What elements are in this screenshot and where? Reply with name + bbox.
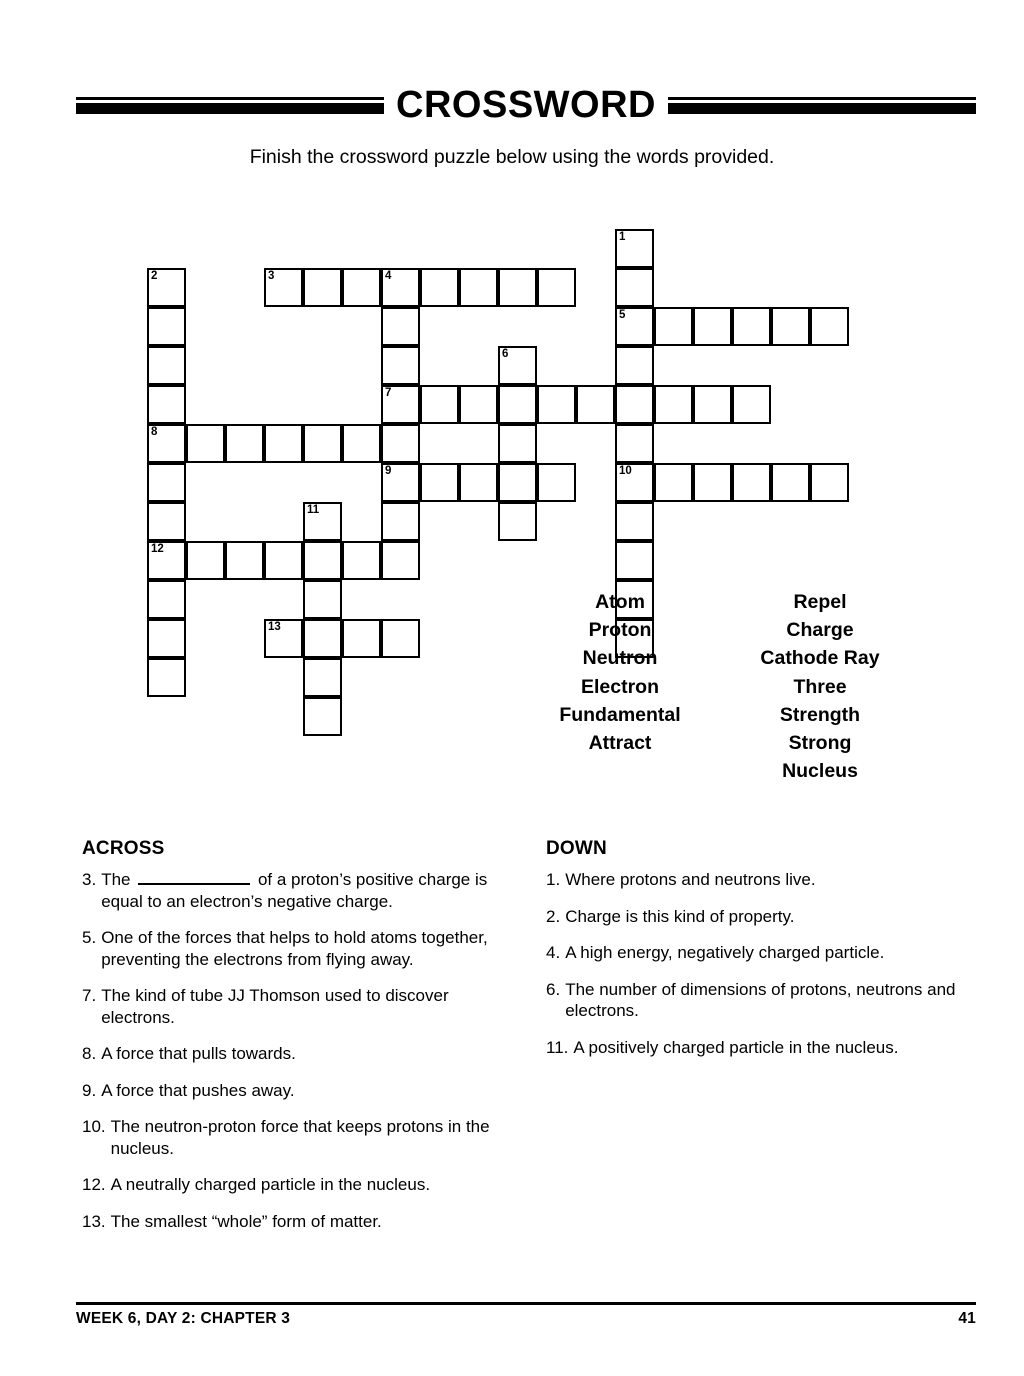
crossword-cell[interactable]	[459, 268, 498, 307]
crossword-cell[interactable]	[303, 619, 342, 658]
word-bank	[520, 588, 920, 785]
clue-text: A force that pushes away.	[101, 1080, 295, 1100]
cell-number-12: 12	[151, 543, 164, 555]
crossword-cell-start-6[interactable]	[498, 346, 537, 385]
crossword-cell[interactable]	[576, 385, 615, 424]
crossword-cell[interactable]	[381, 619, 420, 658]
crossword-cell[interactable]	[186, 541, 225, 580]
clue-number: 4.	[546, 943, 561, 962]
clue-text: A high energy, negatively charged particle.	[565, 943, 885, 962]
clue-number: 1.	[546, 870, 561, 889]
crossword-cell[interactable]	[420, 268, 459, 307]
clue-text: The kind of tube JJ Thomson used to discover electrons.	[101, 986, 449, 1027]
across-clues-column	[82, 838, 522, 1247]
clue-number: 8.	[82, 1044, 97, 1063]
crossword-cell[interactable]	[147, 307, 186, 346]
crossword-cell[interactable]	[342, 424, 381, 463]
clue-text: Charge is this kind of property.	[565, 906, 795, 926]
crossword-cell[interactable]	[498, 268, 537, 307]
clue-text: A neutrally charged particle in the nucleus.	[110, 1175, 431, 1194]
crossword-cell[interactable]	[264, 424, 303, 463]
clue-text-before-blank: The	[101, 870, 136, 889]
down-clue-6	[546, 979, 962, 1022]
crossword-cell[interactable]	[615, 346, 654, 385]
instructions-text: Finish the crossword puzzle below using the words provided.	[249, 146, 775, 168]
crossword-cell[interactable]	[342, 541, 381, 580]
down-clues-column	[522, 838, 962, 1247]
clue-number: 11.	[546, 1037, 569, 1057]
word-bank-item: Cathode Ray	[760, 647, 880, 670]
page-header	[76, 82, 976, 128]
cell-number-5: 5	[619, 309, 626, 321]
crossword-cell[interactable]	[147, 346, 186, 385]
crossword-cell[interactable]	[420, 463, 459, 502]
clue-number: 2.	[546, 906, 561, 926]
clue-text: A force that pulls towards.	[101, 1044, 296, 1063]
crossword-cell[interactable]	[303, 697, 342, 736]
across-clue-7	[82, 985, 522, 1028]
crossword-cell[interactable]	[459, 463, 498, 502]
crossword-cell[interactable]	[732, 307, 771, 346]
crossword-cell[interactable]	[225, 541, 264, 580]
crossword-cell[interactable]	[693, 307, 732, 346]
crossword-cell[interactable]	[498, 385, 537, 424]
crossword-cell[interactable]	[147, 385, 186, 424]
crossword-cell[interactable]	[264, 541, 303, 580]
clue-number: 13.	[82, 1211, 106, 1231]
crossword-cell[interactable]	[732, 463, 771, 502]
crossword-cell[interactable]	[498, 463, 537, 502]
crossword-cell-start-3[interactable]	[264, 268, 303, 307]
crossword-cell-start-1[interactable]	[615, 229, 654, 268]
crossword-cell[interactable]	[381, 346, 420, 385]
down-clue-4	[546, 942, 962, 964]
crossword-cell[interactable]	[654, 463, 693, 502]
word-bank-item: Neutron	[582, 647, 658, 670]
crossword-cell-start-9[interactable]	[381, 463, 420, 502]
crossword-cell-start-4[interactable]	[381, 268, 420, 307]
clue-text	[101, 869, 522, 912]
crossword-cell[interactable]	[537, 268, 576, 307]
clue-text: The smallest “whole” form of matter.	[110, 1211, 382, 1231]
across-clue-9	[82, 1080, 522, 1102]
word-bank-item: Repel	[793, 591, 847, 613]
crossword-cell[interactable]	[420, 385, 459, 424]
word-bank-item: Atom	[595, 591, 645, 613]
crossword-cell[interactable]	[615, 502, 654, 541]
crossword-cell[interactable]	[615, 424, 654, 463]
across-clue-12	[82, 1174, 522, 1196]
down-clue-2	[546, 906, 962, 928]
down-clue-11	[546, 1037, 962, 1059]
crossword-cell[interactable]	[537, 385, 576, 424]
crossword-cell-start-7[interactable]	[381, 385, 420, 424]
crossword-cell[interactable]	[147, 658, 186, 697]
crossword-cell[interactable]	[537, 463, 576, 502]
crossword-cell[interactable]	[303, 424, 342, 463]
page-footer	[76, 1310, 976, 1328]
crossword-cell[interactable]	[186, 424, 225, 463]
crossword-cell[interactable]	[342, 268, 381, 307]
crossword-cell[interactable]	[771, 307, 810, 346]
cell-number-11: 11	[307, 504, 320, 516]
across-clue-13	[82, 1211, 522, 1233]
crossword-cell[interactable]	[615, 268, 654, 307]
crossword-cell[interactable]	[615, 385, 654, 424]
cell-number-1: 1	[619, 231, 626, 243]
crossword-cell[interactable]	[810, 307, 849, 346]
crossword-cell[interactable]	[693, 385, 732, 424]
across-clue-3	[82, 869, 522, 912]
down-clue-1	[546, 869, 962, 891]
clue-number: 6.	[546, 979, 561, 999]
crossword-cell[interactable]	[342, 619, 381, 658]
cell-number-6: 6	[502, 348, 509, 360]
across-clue-10	[82, 1116, 522, 1159]
across-heading: ACROSS	[82, 838, 165, 859]
crossword-cell[interactable]	[147, 580, 186, 619]
word-bank-item: Nucleus	[782, 760, 858, 783]
crossword-cell[interactable]	[771, 463, 810, 502]
crossword-cell[interactable]	[303, 268, 342, 307]
footer-label: WEEK 6, DAY 2: CHAPTER 3	[76, 1310, 291, 1327]
crossword-cell-start-12[interactable]	[147, 541, 186, 580]
clue-text: Where protons and neutrons live.	[565, 870, 816, 889]
clue-text: The neutron-proton force that keeps protons in the nucleus.	[110, 1117, 490, 1158]
word-bank-item: Strength	[779, 703, 861, 726]
cell-number-7: 7	[385, 387, 392, 399]
crossword-cell[interactable]	[225, 424, 264, 463]
clue-text-after-blank: of a proton’s positive charge is equal to an electron’s negative charge.	[101, 870, 488, 911]
crossword-cell-start-13[interactable]	[264, 619, 303, 658]
crossword-cell[interactable]	[459, 385, 498, 424]
crossword-cell[interactable]	[303, 580, 342, 619]
header-rule-left-thick	[76, 103, 384, 114]
crossword-cell-start-10[interactable]	[615, 463, 654, 502]
word-bank-column-right	[720, 588, 920, 785]
clue-number: 9.	[82, 1080, 97, 1100]
crossword-cell[interactable]	[498, 502, 537, 541]
clue-number: 12.	[82, 1175, 106, 1194]
header-rule-right-thick	[668, 103, 976, 114]
clue-text: One of the forces that helps to hold atoms together, preventing the electrons from flying away.	[101, 928, 488, 969]
crossword-cell[interactable]	[381, 424, 420, 463]
crossword-cell[interactable]	[615, 541, 654, 580]
crossword-cell-start-11[interactable]	[303, 502, 342, 541]
word-bank-item: Attract	[588, 732, 652, 755]
down-clue-list	[546, 869, 962, 1058]
across-clue-list	[82, 869, 522, 1232]
page-title: CROSSWORD	[396, 84, 656, 126]
clue-number: 5.	[82, 928, 97, 947]
answer-blank-line[interactable]	[138, 870, 250, 885]
crossword-cell[interactable]	[147, 502, 186, 541]
cell-number-13: 13	[268, 621, 281, 633]
crossword-cell[interactable]	[381, 541, 420, 580]
crossword-cell[interactable]	[654, 307, 693, 346]
word-bank-item: Fundamental	[559, 703, 681, 726]
page-number: 41	[958, 1310, 976, 1327]
clue-text: A positively charged particle in the nucleus.	[573, 1037, 899, 1057]
crossword-cell[interactable]	[732, 385, 771, 424]
crossword-cell[interactable]	[303, 658, 342, 697]
word-bank-item: Proton	[588, 619, 652, 642]
header-rule-right	[668, 97, 976, 114]
clue-text: The number of dimensions of protons, neutrons and electrons.	[565, 979, 956, 1020]
word-bank-item: Charge	[786, 619, 854, 642]
header-rule-left	[76, 97, 384, 114]
header-rule-right-thin	[668, 97, 976, 100]
word-bank-item: Strong	[788, 732, 852, 755]
crossword-cell[interactable]	[693, 463, 732, 502]
crossword-cell[interactable]	[654, 385, 693, 424]
clue-number: 3.	[82, 870, 97, 889]
crossword-cell[interactable]	[303, 541, 342, 580]
crossword-cell[interactable]	[147, 619, 186, 658]
clue-number: 7.	[82, 986, 97, 1005]
crossword-cell[interactable]	[381, 502, 420, 541]
header-rule-left-thin	[76, 97, 384, 100]
across-clue-8	[82, 1043, 522, 1065]
cell-number-10: 10	[619, 465, 632, 477]
cell-number-8: 8	[151, 426, 158, 438]
word-bank-column-left	[520, 588, 720, 785]
cell-number-3: 3	[268, 270, 275, 282]
clues-section	[82, 838, 962, 1247]
crossword-cell[interactable]	[381, 307, 420, 346]
word-bank-item: Electron	[580, 675, 660, 698]
crossword-cell-start-8[interactable]	[147, 424, 186, 463]
crossword-cell-start-5[interactable]	[615, 307, 654, 346]
cell-number-9: 9	[385, 465, 392, 477]
cell-number-2: 2	[151, 270, 158, 282]
clue-number: 10.	[82, 1117, 106, 1136]
footer-divider	[76, 1302, 976, 1305]
crossword-cell[interactable]	[810, 463, 849, 502]
crossword-cell-start-2[interactable]	[147, 268, 186, 307]
word-bank-item: Three	[793, 675, 847, 698]
crossword-cell[interactable]	[147, 463, 186, 502]
crossword-cell[interactable]	[498, 424, 537, 463]
across-clue-5	[82, 927, 522, 970]
cell-number-4: 4	[385, 270, 392, 282]
down-heading: DOWN	[546, 838, 607, 859]
